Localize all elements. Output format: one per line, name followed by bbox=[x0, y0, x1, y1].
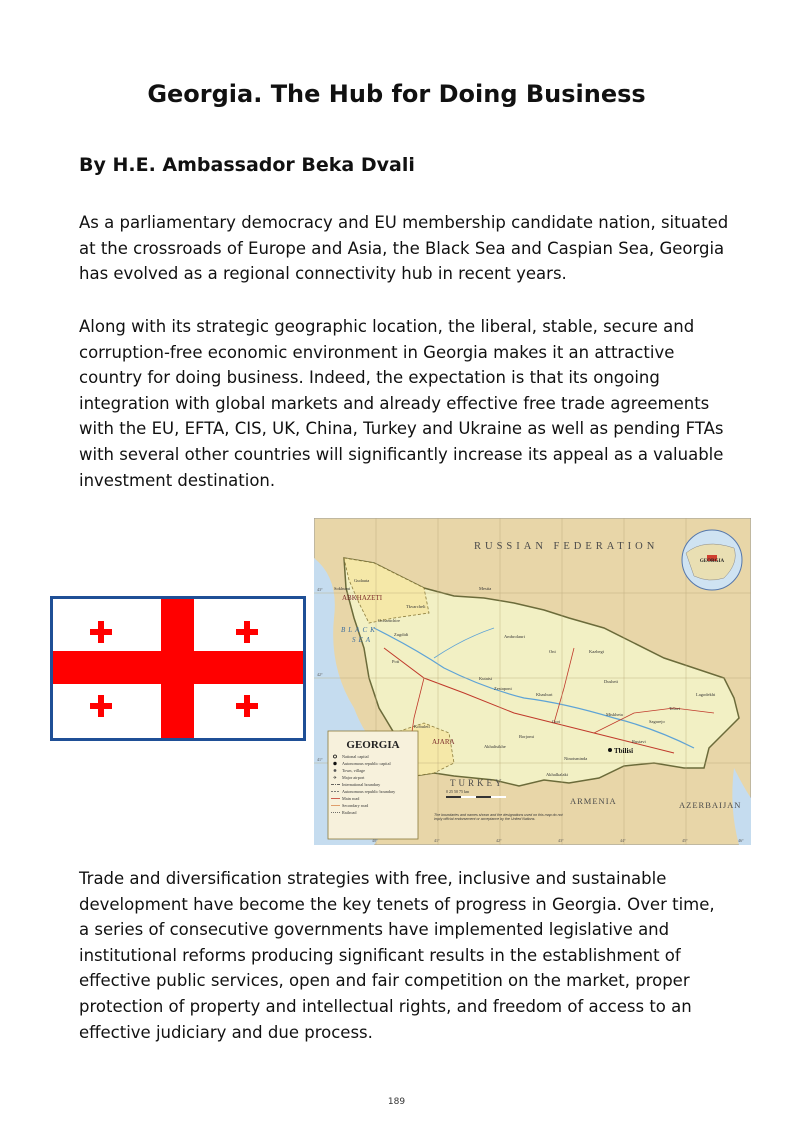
map-town-label: Ambrolauri bbox=[504, 634, 525, 639]
map-russia-label: RUSSIAN FEDERATION bbox=[474, 541, 659, 552]
map-azerbaijan-label: AZERBAIJAN bbox=[679, 800, 742, 810]
lon-label: 44° bbox=[620, 838, 626, 843]
map-town-label: Khashuri bbox=[536, 692, 553, 697]
legend-item: Railroad bbox=[342, 810, 357, 815]
map-town-label: Lagodekhi bbox=[696, 692, 716, 697]
legend-item: International boundary bbox=[342, 782, 381, 787]
svg-text:✈: ✈ bbox=[333, 775, 337, 780]
legend-item: Autonomous republic capital bbox=[342, 761, 391, 766]
map-town-label: Oni bbox=[549, 649, 556, 654]
map-town-label: Tkvarcheli bbox=[406, 604, 426, 609]
globe-label: GEORGIA bbox=[699, 559, 725, 564]
map-abkhazeti-label: ABKHAZETI bbox=[342, 594, 383, 602]
lon-label: 46° bbox=[738, 838, 744, 843]
georgia-flag-image bbox=[50, 596, 306, 741]
map-town-label: Borjomi bbox=[519, 734, 535, 739]
map-sea-label-2: SEA bbox=[352, 636, 374, 644]
map-town-label: Zestaponi bbox=[494, 686, 512, 691]
page-number: 189 bbox=[387, 1097, 406, 1107]
legend-item: Secondary road bbox=[342, 803, 369, 808]
paragraph-reforms: Trade and diversification strategies with free, inclusive and sustainable development have become the key tenets of progress in Georgia. Over time, a series of consecutive governments have implemented legislative and institutional reforms producing significant results in the establishment of effective public services, open and fair competition on the market, proper protection of property and intellectual rights, and freedom of access to an effective judiciary and due process. bbox=[79, 869, 715, 1042]
map-ajara-label: AJARA bbox=[432, 738, 455, 746]
map-town-label: Dusheti bbox=[604, 679, 618, 684]
lon-label: 45° bbox=[682, 838, 688, 843]
map-town-label: Ochamchire bbox=[378, 618, 400, 623]
map-town-label: Sokhumi bbox=[334, 586, 351, 591]
georgia-map-image bbox=[314, 518, 751, 845]
lon-label: 42° bbox=[496, 838, 502, 843]
map-town-label: Kobuleti bbox=[414, 724, 430, 729]
legend-item: Major airport bbox=[342, 775, 365, 780]
map-town-label: Mtskheta bbox=[606, 712, 623, 717]
paragraph-intro: As a parliamentary democracy and EU membership candidate nation, situated at the crossroads of Europe and Asia, the Black Sea and Caspian Sea, Georgia has evolved as a regional connectivity hub in recent years. bbox=[79, 213, 729, 284]
map-town-label: Sagarejo bbox=[649, 719, 665, 724]
lat-label: 42° bbox=[317, 672, 323, 677]
lon-label: 40° bbox=[372, 838, 378, 843]
map-town-label: Kazbegi bbox=[589, 649, 604, 654]
map-town-label: Ninotsminda bbox=[564, 756, 588, 761]
map-town-label: Kutaisi bbox=[479, 676, 492, 681]
map-town-label: Gudauta bbox=[354, 578, 370, 583]
legend-item: Autonomous republic boundary bbox=[342, 789, 396, 794]
map-town-label: Poti bbox=[392, 659, 400, 664]
legend-item: National capital bbox=[342, 754, 369, 759]
lon-label: 41° bbox=[434, 838, 440, 843]
map-town-label: Akhalkalaki bbox=[546, 772, 568, 777]
map-town-label: Akhaltsikhe bbox=[484, 744, 506, 749]
legend-item: Main road bbox=[342, 796, 360, 801]
paragraph-location: Along with its strategic geographic location, the liberal, stable, secure and corruption-free economic environment in Georgia makes it an attractive country for doing business. Indeed, the expectation is that its ongoing integration with global markets and already effective free trade agreements with the EU, EFTA, CIS, UK, China, Turkey and Ukraine as well as pending FTAs with several other countries will significantly increase its appeal as a valuable investment destination. bbox=[79, 317, 724, 490]
map-town-label: Mestia bbox=[479, 586, 492, 591]
map-disclaimer: The boundaries and names shown and the designations used on this map do not imply official endorsement or acceptance by the United Nations. bbox=[434, 813, 563, 822]
legend-item: Town, village bbox=[342, 768, 365, 773]
map-scale-label: 0 25 50 75 km bbox=[446, 789, 470, 794]
map-town-label: Telavi bbox=[669, 706, 681, 711]
map-town-label: Zugdidi bbox=[394, 632, 409, 637]
map-armenia-label: ARMENIA bbox=[570, 796, 617, 806]
map-legend-title: GEORGIA bbox=[346, 739, 400, 751]
map-turkey-label: TURKEY bbox=[450, 778, 505, 788]
lat-label: 43° bbox=[317, 587, 323, 592]
lat-label: 41° bbox=[317, 757, 323, 762]
page-title: Georgia. The Hub for Doing Business bbox=[147, 80, 646, 108]
map-sea-label-1: BLACK bbox=[341, 626, 378, 634]
map-town-label: Rustavi bbox=[632, 739, 646, 744]
lon-label: 43° bbox=[558, 838, 564, 843]
author-byline: By H.E. Ambassador Beka Dvali bbox=[79, 154, 415, 176]
map-capital-label: Tbilisi bbox=[614, 747, 634, 755]
map-town-label: Gori bbox=[552, 719, 561, 724]
